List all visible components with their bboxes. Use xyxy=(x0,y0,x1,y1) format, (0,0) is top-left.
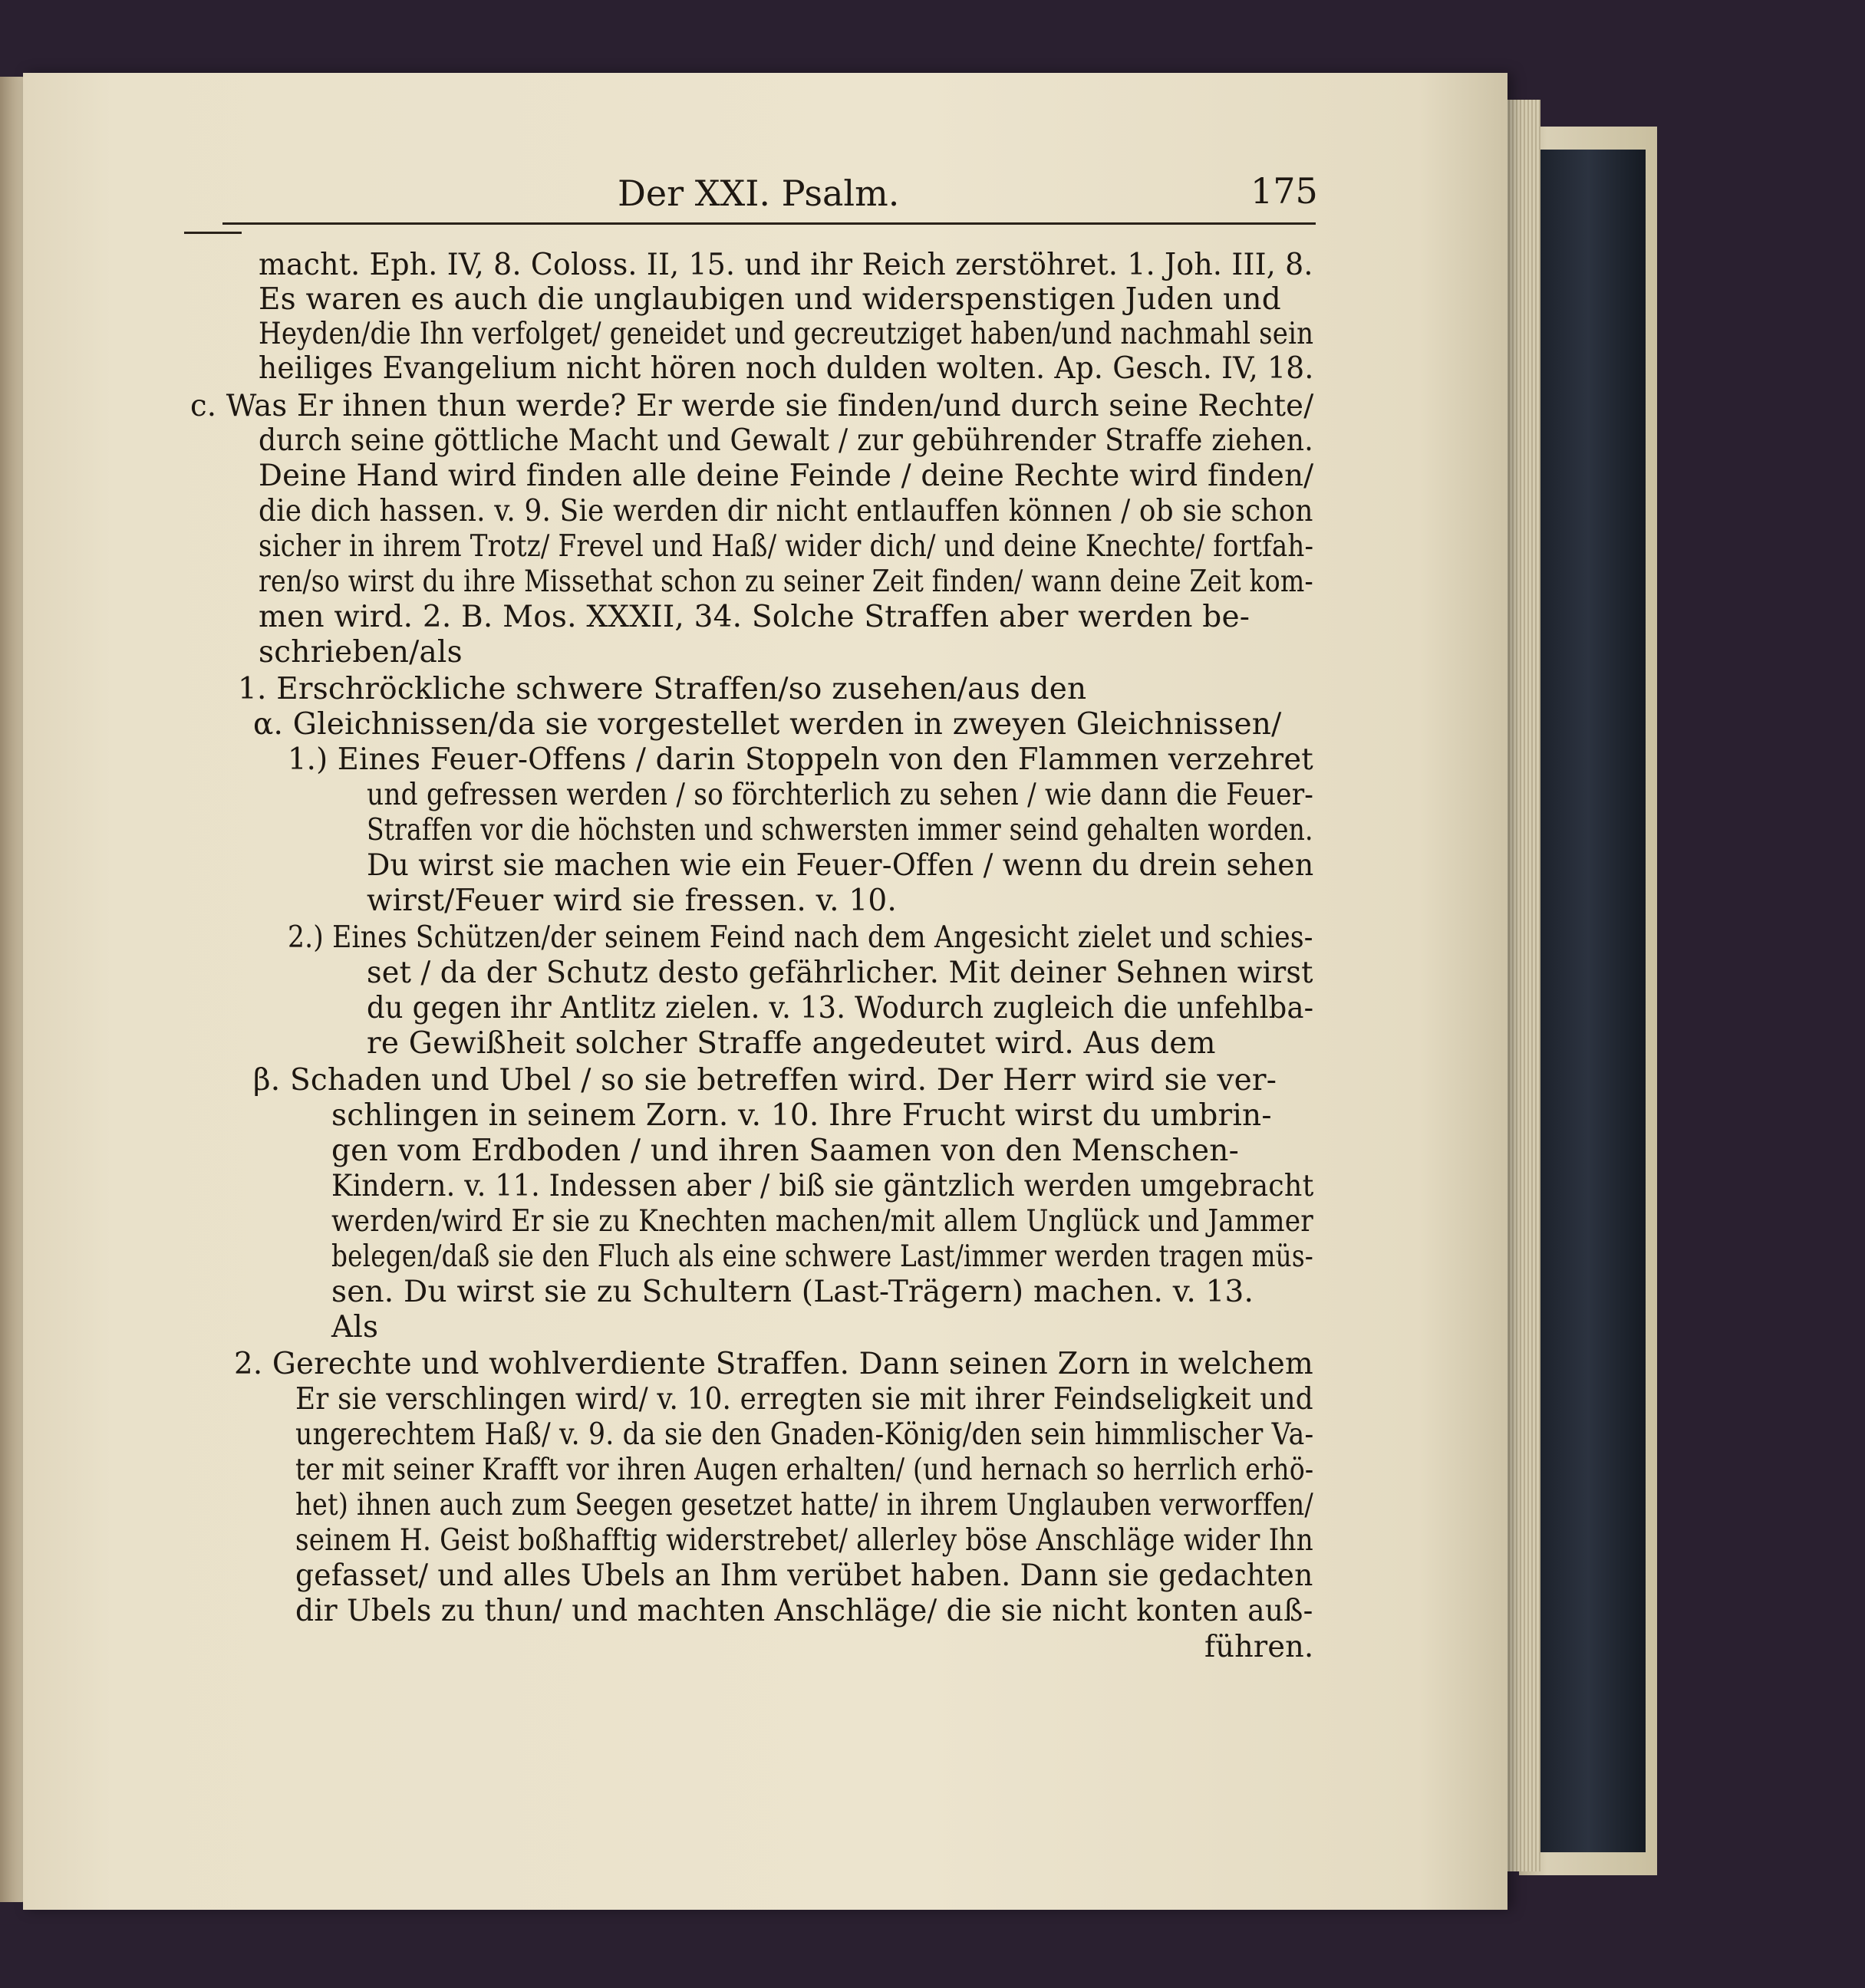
text-line: seinem H. Geist boßhafftig widerstrebet/ allerley böse Anschläge wider Ihn xyxy=(295,1523,1313,1558)
text-line: und gefressen werden / so förchterlich zu sehen / wie dann die Feuer- xyxy=(367,778,1314,812)
text-line: Es waren es auch die unglaubigen und widerspenstigen Juden und xyxy=(259,282,1281,317)
text-line: wirst/Feuer wird sie fressen. v. 10. xyxy=(367,884,897,918)
text-line: ter mit seiner Krafft vor ihren Augen erhalten/ (und hernach so herrlich erhö- xyxy=(295,1453,1314,1487)
text-line: durch seine göttliche Macht und Gewalt / zur gebührender Straffe ziehen. xyxy=(259,423,1313,458)
text-line: führen. xyxy=(1204,1630,1314,1664)
text-line: 2. Gerechte und wohlverdiente Straffen. Dann seinen Zorn in welchem xyxy=(234,1347,1313,1381)
text-line: schrieben/als xyxy=(259,635,463,670)
text-line: 2.) Eines Schützen/der seinem Feind nach dem Angesicht zielet und schies- xyxy=(288,920,1313,955)
page-number: 175 xyxy=(1250,170,1318,212)
text-line: Als xyxy=(331,1310,379,1345)
text-line: α. Gleichnissen/da sie vorgestellet werden in zweyen Gleichnissen/ xyxy=(253,707,1282,742)
text-line: Du wirst sie machen wie ein Feuer-Offen / wenn du drein sehen xyxy=(367,848,1314,883)
text-line: β. Schaden und Ubel / so sie betreffen wird. Der Herr wird sie ver- xyxy=(253,1063,1277,1098)
text-line: men wird. 2. B. Mos. XXXII, 34. Solche Straffen aber werden be- xyxy=(259,600,1250,634)
text-line: Kindern. v. 11. Indessen aber / biß sie gäntzlich werden umgebracht xyxy=(331,1169,1314,1203)
text-line: heiliges Evangelium nicht hören noch dulden wolten. Ap. Gesch. IV, 18. xyxy=(259,351,1314,386)
text-line: Straffen vor die höchsten und schwersten immer seind gehalten worden. xyxy=(367,813,1313,848)
running-head: Der XXI. Psalm. xyxy=(618,173,900,214)
text-line: werden/wird Er sie zu Knechten machen/mit allem Unglück und Jammer xyxy=(331,1204,1313,1239)
text-line: macht. Eph. IV, 8. Coloss. II, 15. und ihr Reich zerstöhret. 1. Joh. III, 8. xyxy=(259,248,1313,282)
text-line: sicher in ihrem Trotz/ Frevel und Haß/ wider dich/ und deine Knechte/ fortfah- xyxy=(259,529,1314,564)
text-line: ren/so wirst du ihre Missethat schon zu seiner Zeit finden/ wann deine Zeit kom- xyxy=(259,564,1313,599)
text-line: belegen/daß sie den Fluch als eine schwere Last/immer werden tragen müs- xyxy=(331,1239,1313,1274)
text-line: schlingen in seinem Zorn. v. 10. Ihre Frucht wirst du umbrin- xyxy=(331,1098,1272,1133)
text-line: 1.) Eines Feuer-Offens / darin Stoppeln von den Flammen verzehret xyxy=(288,742,1313,777)
text-line: Deine Hand wird finden alle deine Feinde / deine Rechte wird finden/ xyxy=(259,459,1314,493)
text-line: Er sie verschlingen wird/ v. 10. erregten sie mit ihrer Feindseligkeit und xyxy=(295,1382,1313,1417)
text-line: du gegen ihr Antlitz zielen. v. 13. Wodurch zugleich die unfehlba- xyxy=(367,991,1314,1025)
text-line: set / da der Schutz desto gefährlicher. Mit deiner Sehnen wirst xyxy=(367,956,1313,990)
text-line: sen. Du wirst sie zu Schultern (Last-Trägern) machen. v. 13. xyxy=(331,1275,1254,1309)
text-line: die dich hassen. v. 9. Sie werden dir nicht entlauffen können / ob sie schon xyxy=(259,494,1313,528)
text-line: het) ihnen auch zum Seegen gesetzet hatte/ in ihrem Unglauben verworffen/ xyxy=(295,1488,1313,1522)
text-line: re Gewißheit solcher Straffe angedeutet wird. Aus dem xyxy=(367,1026,1216,1061)
text-line: gefasset/ und alles Ubels an Ihm verübet haben. Dann sie gedachten xyxy=(295,1558,1313,1593)
text-line: Heyden/die Ihn verfolget/ geneidet und gecreutziget haben/und nachmahl sein xyxy=(259,317,1314,351)
text-line: c. Was Er ihnen thun werde? Er werde sie finden/und durch seine Rechte/ xyxy=(190,389,1314,423)
text-line: 1. Erschröckliche schwere Straffen/so zusehen/aus den xyxy=(238,672,1087,706)
text-line: dir Ubels zu thun/ und machten Anschläge/ die sie nicht konten auß- xyxy=(295,1594,1313,1628)
text-line: ungerechtem Haß/ v. 9. da sie den Gnaden-König/den sein himmlischer Va- xyxy=(295,1417,1314,1452)
text-line: gen vom Erdboden / und ihren Saamen von den Menschen- xyxy=(331,1134,1239,1168)
